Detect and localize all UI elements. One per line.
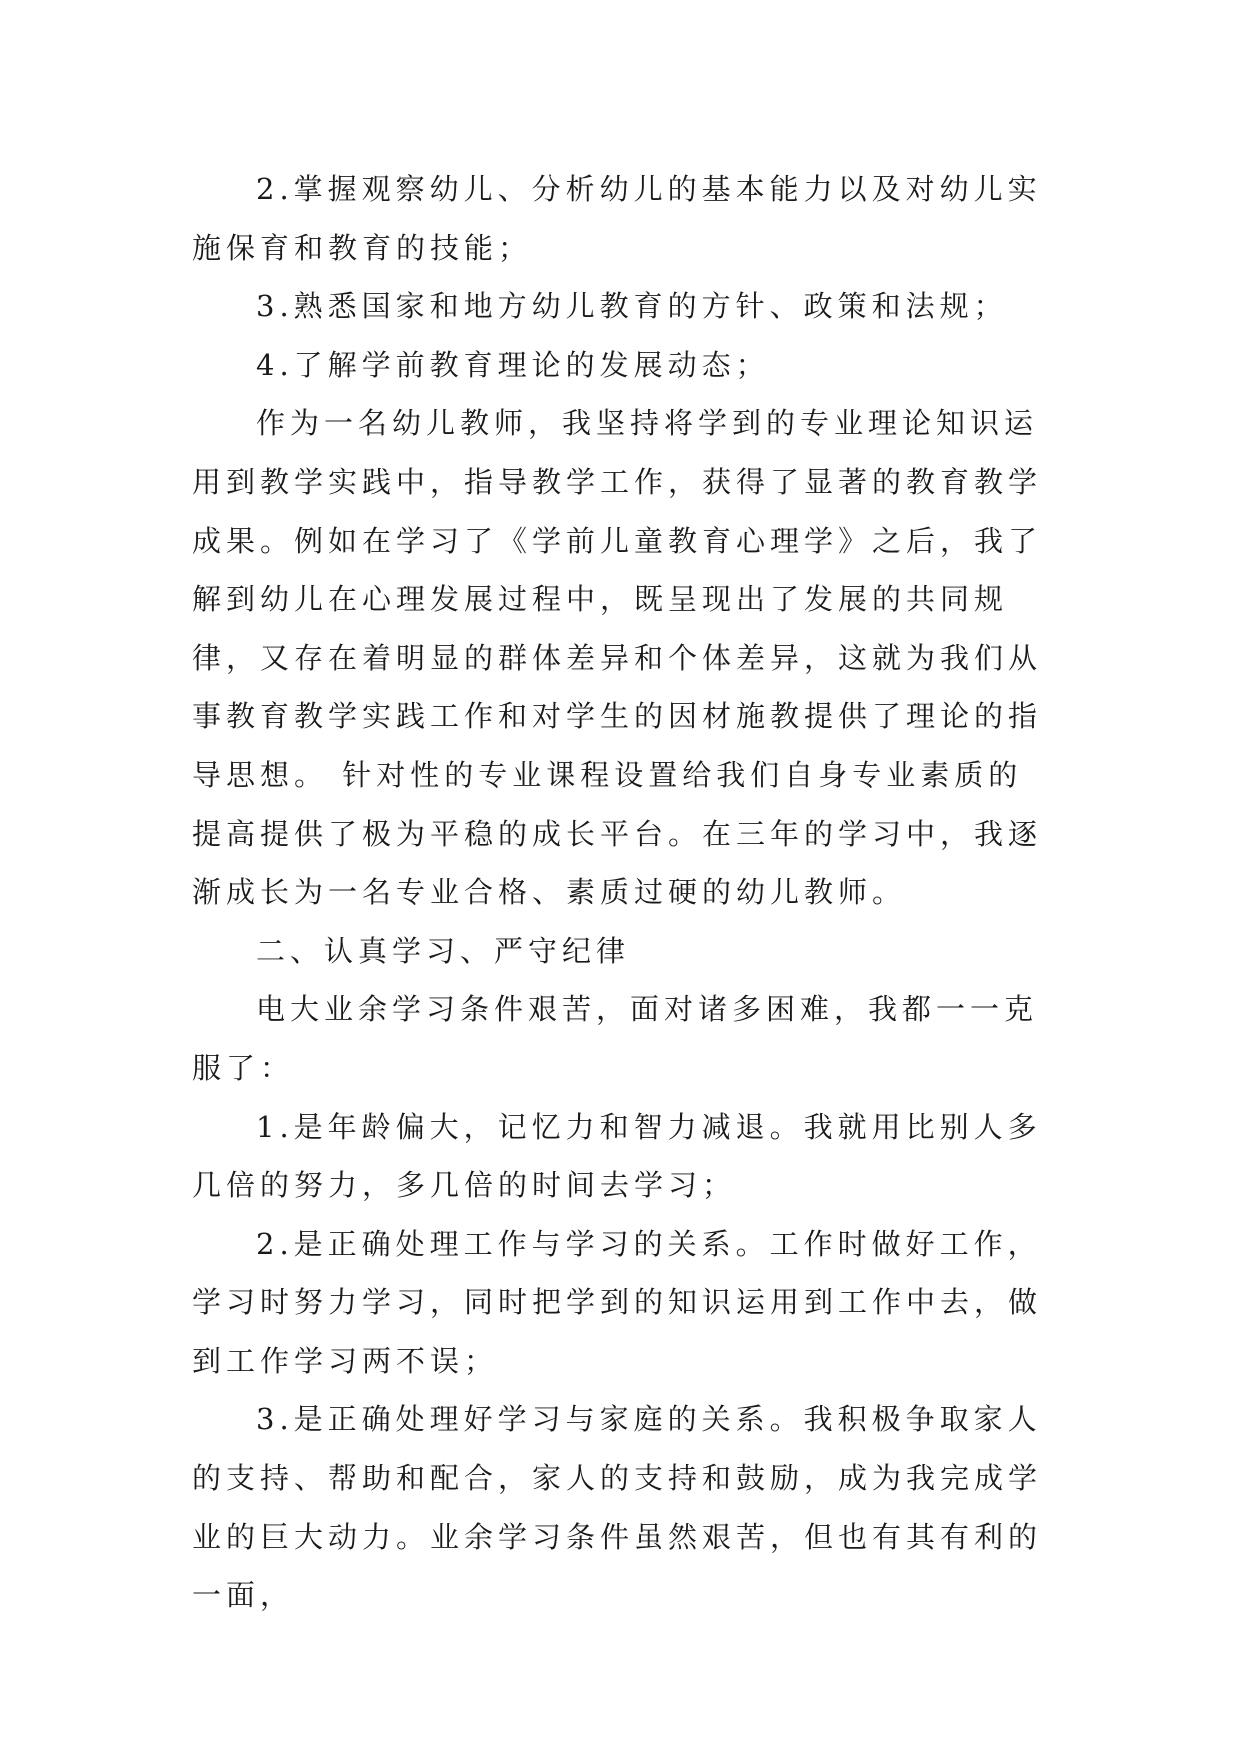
document-body — [192, 160, 1052, 1625]
paragraph-item-3-policies: 3.熟悉国家和地方幼儿教育的方针、政策和法规； — [256, 289, 1008, 324]
paragraph-item-4-theory: 4.了解学前教育理论的发展动态； — [256, 347, 770, 382]
paragraph-teacher-practice: 作为一名幼儿教师，我坚持将学到的专业理论知识运用到教学实践中，指导教学工作，获得了显著的教育教学成果。例如在学习了《学前儿童教育心理学》之后，我了解到幼儿在心理发展过程中，既呈现出了发展的共同规律，又存在着明显的群体差异和个体差异，这就为我们从事教育教学实践工作和对学生的因材施教提供了理论的指导思想。 针对性的专业课程设置给我们自身专业素质的提高提供了极为平稳的成长平台。在三年的学习中，我逐渐成长为一名专业合格、素质过硬的幼儿教师。 — [192, 406, 1043, 910]
paragraph-point-1-age: 1.是年龄偏大，记忆力和智力减退。我就用比别人多几倍的努力，多几倍的时间去学习； — [192, 1109, 1042, 1203]
paragraph-study-conditions: 电大业余学习条件艰苦，面对诸多困难，我都一一克服了： — [192, 992, 1039, 1085]
paragraph-point-2-work-study: 2.是正确处理工作与学习的关系。工作时做好工作，学习时努力学习，同时把学到的知识运用到工作中去，做到工作学习两不误； — [192, 1226, 1043, 1378]
paragraph-item-2-skills: 2.掌握观察幼儿、分析幼儿的基本能力以及对幼儿实施保育和教育的技能； — [192, 172, 1042, 265]
section-heading-study-discipline: 二、认真学习、严守纪律 — [256, 933, 631, 968]
paragraph-point-3-family: 3.是正确处理好学习与家庭的关系。我积极争取家人的支持、帮助和配合，家人的支持和鼓励，成为我完成学业的巨大动力。业余学习条件虽然艰苦，但也有其有利的一面， — [192, 1402, 1043, 1613]
